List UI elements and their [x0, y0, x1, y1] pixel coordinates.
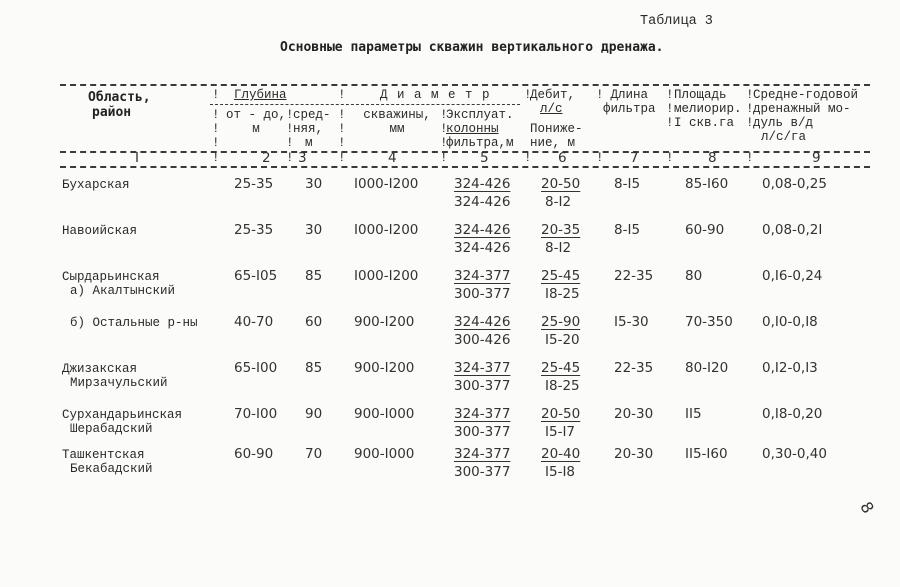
region-name: б) Остальные р-ны [70, 316, 198, 330]
column-separator: ! [596, 151, 604, 165]
header-filter-len: Длина фильтра [603, 88, 656, 116]
diameter-exploit-top: 324-426 [454, 314, 511, 330]
column-separator: ! [212, 151, 220, 165]
drainage-module: 0,08-0,2I [762, 222, 823, 238]
diameter-well: I000-I200 [354, 268, 419, 284]
drainage-module: 0,I2-0,I3 [762, 360, 818, 376]
debit-top: 25-45 [541, 360, 581, 376]
column-separator: ! [666, 151, 674, 165]
drawdown-bottom: I8-25 [545, 378, 580, 394]
column-separator: ! [524, 151, 532, 165]
header-diameter: Д и а м е т р [380, 88, 491, 102]
meliorated-area: 70-350 [685, 314, 733, 330]
region-name: Джизакская [62, 362, 138, 376]
debit-top: 20-35 [541, 222, 581, 238]
table-title: Основные параметры скважин вертикального дренажа. [280, 40, 664, 55]
diameter-well: I000-I200 [354, 222, 419, 238]
diameter-exploit-top: 324-377 [454, 406, 511, 422]
meliorated-area: 85-I60 [685, 176, 729, 192]
drawdown-bottom: I5-20 [545, 332, 580, 348]
column-number: 5 [480, 150, 489, 166]
drawdown-bottom: I5-I7 [545, 424, 576, 440]
drawdown-bottom: 8-I2 [545, 240, 572, 256]
column-number: 4 [388, 150, 397, 166]
column-number: 8 [708, 150, 717, 166]
drawdown-bottom: 8-I2 [545, 194, 572, 210]
column-number: I [135, 150, 139, 166]
table-label: Таблица 3 [640, 14, 713, 29]
column-separator: ! [440, 151, 448, 165]
meliorated-area: 80 [685, 268, 703, 284]
depth-avg: 30 [305, 222, 323, 238]
diameter-well: 900-I000 [354, 446, 415, 462]
filter-length: 22-35 [614, 360, 654, 376]
depth-avg: 90 [305, 406, 323, 422]
diameter-filter-bottom: 324-426 [454, 194, 511, 210]
diameter-filter-bottom: 300-377 [454, 464, 511, 480]
region-name: Бухарская [62, 178, 130, 192]
drainage-module: 0,I8-0,20 [762, 406, 823, 422]
filter-length: 20-30 [614, 446, 654, 462]
header-debit: Дебит, л/с Пониже- ние, м [530, 88, 583, 150]
column-number: 9 [812, 150, 821, 166]
diameter-exploit-top: 324-377 [454, 268, 511, 284]
filter-length: 8-I5 [614, 176, 641, 192]
header-diam-exploit: Эксплуат. колонны фильтра,м [446, 108, 514, 150]
depth-avg: 85 [305, 268, 323, 284]
diameter-exploit-top: 324-426 [454, 176, 511, 192]
depth-range: 25-35 [234, 222, 274, 238]
diameter-filter-bottom: 300-377 [454, 378, 511, 394]
meliorated-area: II5-I60 [685, 446, 728, 462]
region-name: Сырдарьинская [62, 270, 160, 284]
drainage-module: 0,I6-0,24 [762, 268, 823, 284]
debit-top: 25-90 [541, 314, 581, 330]
meliorated-area: 80-I20 [685, 360, 729, 376]
column-separator: ! [286, 151, 294, 165]
diameter-well: 900-I000 [354, 406, 415, 422]
filter-length: 20-30 [614, 406, 654, 422]
depth-range: 25-35 [234, 176, 274, 192]
diameter-filter-bottom: 300-426 [454, 332, 511, 348]
meliorated-area: II5 [685, 406, 702, 422]
depth-range: 70-I00 [234, 406, 278, 422]
depth-avg: 85 [305, 360, 323, 376]
top-rule [60, 84, 870, 86]
diameter-filter-bottom: 300-377 [454, 424, 511, 440]
page-mark: 8 [856, 498, 878, 517]
region-name: Бекабадский [70, 462, 153, 476]
diameter-exploit-top: 324-426 [454, 222, 511, 238]
drainage-module: 0,I0-0,I8 [762, 314, 818, 330]
debit-top: 20-40 [541, 446, 581, 462]
header-depth: Глубина [234, 88, 287, 102]
diameter-filter-bottom: 324-426 [454, 240, 511, 256]
depth-avg: 60 [305, 314, 323, 330]
diameter-well: I000-I200 [354, 176, 419, 192]
depth-range: 65-I05 [234, 268, 278, 284]
header-area: Площадь мелиорир. I скв.га [674, 88, 742, 130]
header-module: Средне-годовой дренажный мо- дуль в/д л/с/га [753, 88, 859, 144]
region-name: Ташкентская [62, 448, 145, 462]
region-name: а) Акалтынский [70, 284, 176, 298]
column-separator: ! [338, 151, 346, 165]
column-number: 3 [298, 150, 307, 166]
depth-range: 60-90 [234, 446, 274, 462]
header-depth-avg: сред- няя, м [293, 108, 331, 150]
debit-top: 20-50 [541, 406, 581, 422]
column-separator: ! [746, 151, 754, 165]
numbers-bottom-rule [60, 166, 870, 168]
diameter-filter-bottom: 300-377 [454, 286, 511, 302]
header-region: Область, район [88, 90, 151, 120]
diameter-exploit-top: 324-377 [454, 446, 511, 462]
header-diam-well: скважины, мм [363, 108, 431, 136]
region-name: Мирзачульский [70, 376, 168, 390]
drainage-module: 0,30-0,40 [762, 446, 827, 462]
region-name: Навоийская [62, 224, 138, 238]
header-depth-range: от - до, м [225, 108, 286, 136]
diameter-well: 900-I200 [354, 314, 415, 330]
depth-avg: 30 [305, 176, 323, 192]
drawdown-bottom: I8-25 [545, 286, 580, 302]
meliorated-area: 60-90 [685, 222, 725, 238]
filter-length: 22-35 [614, 268, 654, 284]
column-number: 6 [558, 150, 567, 166]
diameter-exploit-top: 324-377 [454, 360, 511, 376]
depth-range: 65-I00 [234, 360, 278, 376]
drainage-module: 0,08-0,25 [762, 176, 827, 192]
sub-rule [210, 104, 520, 105]
debit-top: 25-45 [541, 268, 581, 284]
column-number: 2 [262, 150, 271, 166]
region-name: Шерабадский [70, 422, 153, 436]
region-name: Сурхандарьинская [62, 408, 183, 422]
depth-range: 40-70 [234, 314, 274, 330]
depth-avg: 70 [305, 446, 323, 462]
diameter-well: 900-I200 [354, 360, 415, 376]
column-number: 7 [630, 150, 639, 166]
debit-top: 20-50 [541, 176, 581, 192]
filter-length: 8-I5 [614, 222, 641, 238]
filter-length: I5-30 [614, 314, 649, 330]
header-depth-bar: ! [212, 88, 220, 102]
drawdown-bottom: I5-I8 [545, 464, 576, 480]
